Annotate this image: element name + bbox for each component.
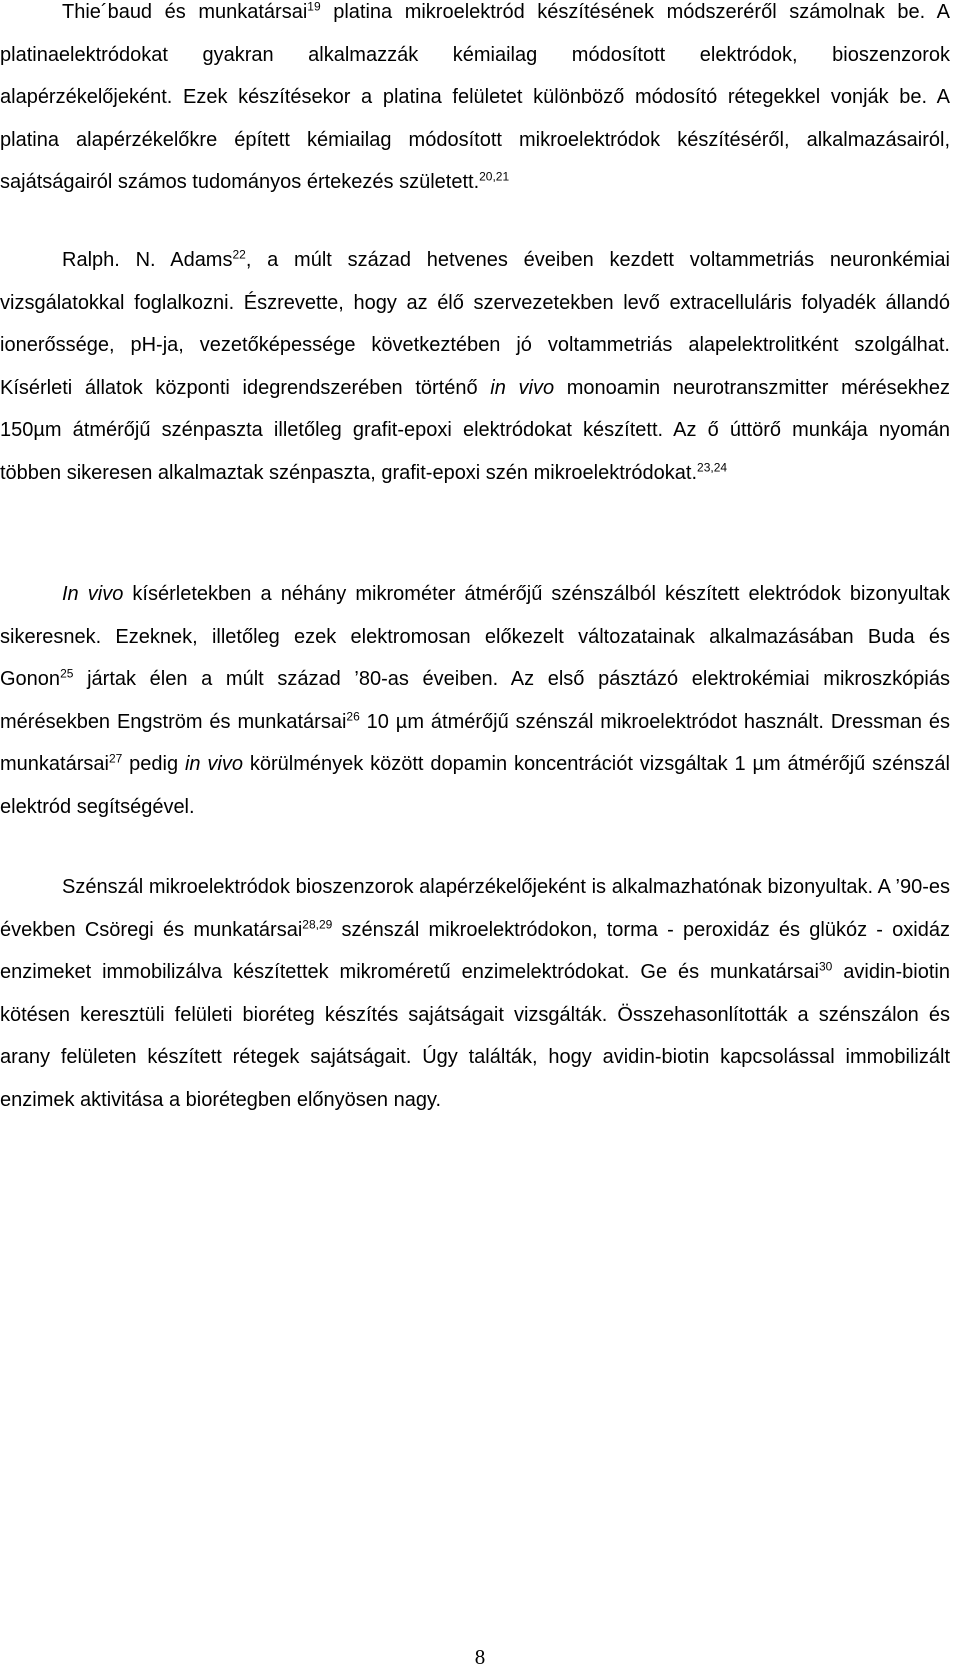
citation-reference: 26 (346, 709, 360, 724)
paragraph-text: pedig (122, 753, 185, 776)
paragraph-text: Szénszál mikroelektródok bioszenzorok alapérzékelőjeként is alkalmazhatónak bizonyultak. A ’90-es években Csöregi és munkatársai (0, 876, 950, 941)
italic-term: in vivo (184, 753, 243, 776)
paragraph-in-vivo-carbon-fiber (0, 573, 950, 829)
paragraph-platinum-microelectrodes (0, 0, 950, 204)
paragraph-text: platina mikroelektród készítésének módszeréről számolnak be. A platinaelektródokat gyakran alkalmazzák kémiailag módosított elektródok, bioszenzorok alapérzékelőjeként. Ezek készítésekor a platina felületet különböző módosító rétegekkel vonják be. A platina alapérzékelőkre épített kémiailag módosított mikroelektródok készítéséről, alkalmazásairól, sajátságairól számos tudományos értekezés született. (0, 1, 950, 194)
paragraph-text: , a múlt század hetvenes éveiben kezdett voltammetriás neuronkémiai vizsgálatokkal foglalkozni. Észrevette, hogy az élő szervezetekben levő extracelluláris folyadék állandó ionerőssége, pH-ja, vezetőképessége következtében jó voltammetriás alapelektrolitként szolgálhat. Kísérleti állatok központi idegrendszerében történő (0, 249, 950, 399)
paragraph-text: körülmények között dopamin koncentrációt vizsgáltak 1 µm átmérőjű szénszál elektród segítségével. (0, 753, 950, 818)
paragraph-text: avidin-biotin kötésen keresztüli felületi bioréteg készítés sajátságait vizsgálták. Összehasonlították a szénszálon és arany felületen készített rétegek sajátságait. Úgy találták, hogy avidin-biotin kapcsolással immobilizált enzimek aktivitása a biorétegben előnyösen nagy. (0, 961, 950, 1111)
italic-term: In vivo (62, 583, 124, 605)
paragraph-text: szénszál mikroelektródokon, torma - peroxidáz és glükóz - oxidáz enzimeket immobilizálva készítettek mikroméretű enzimelektródokat. Ge és munkatársai (0, 918, 950, 984)
citation-reference: 27 (108, 751, 123, 766)
paragraph-text: Thie´baud és munkatársai (62, 1, 308, 23)
paragraph-text: jártak élen a múlt század ’80-as éveiben. Az első pásztázó elektrokémiai mikroszkópiás mérésekben Engström és munkatársai (0, 668, 950, 733)
citation-reference: 30 (818, 959, 833, 974)
paragraph-text: monoamin neurotranszmitter mérésekhez 150µm átmérőjű szénpaszta illetőleg grafit-epoxi elektródokat készített. Az ő úttörő munkája nyomán többen sikeresen alkalmaztak szénpaszta, grafit-epoxi szén mikroelektródokat. (0, 376, 951, 484)
citation-reference: 22 (232, 247, 246, 262)
citation-reference: 19 (307, 0, 321, 14)
page-number: 8 (474, 1645, 486, 1669)
citation-reference: 23,24 (697, 460, 728, 475)
citation-reference: 28,29 (302, 916, 333, 931)
paragraph-text: Ralph. N. Adams (62, 249, 233, 271)
paragraph-adams-voltammetry (0, 239, 950, 495)
paragraph-text: kísérletekben a néhány mikrométer átmérőjű szénszálból készített elektródok bizonyultak sikeresnek. Ezeknek, illetőleg ezek elektromosan előkezelt változatainak alkalmazásában Buda és Gonon (0, 583, 950, 691)
italic-term: in vivo (490, 376, 555, 399)
citation-reference: 20,21 (479, 169, 510, 184)
paragraph-text: 10 µm átmérőjű szénszál mikroelektródot használt. Dressman és munkatársai (0, 710, 951, 776)
paragraph-carbon-fiber-biosensors (0, 866, 950, 1122)
citation-reference: 25 (60, 666, 74, 681)
